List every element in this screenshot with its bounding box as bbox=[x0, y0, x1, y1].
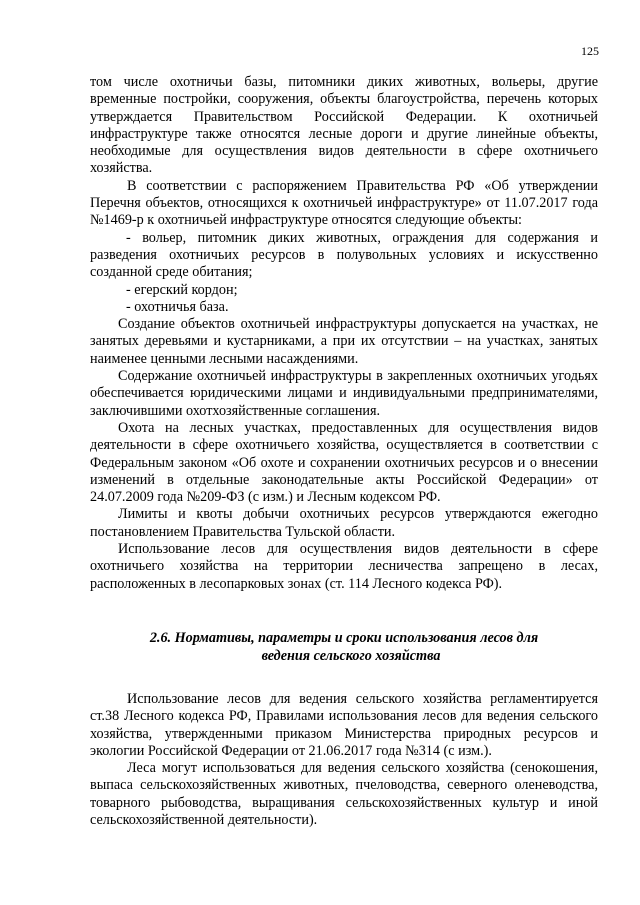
paragraph-creation-of-objects: Создание объектов охотничьей инфраструктуры допускается на участках, не занятых деревьями и кустарниками, а при их отсутствии – на участках, занятых наименее ценными лесными насаждениями. bbox=[90, 316, 598, 367]
paragraph-hunting-infrastructure-continuation: том числе охотничьи базы, питомники диких животных, вольеры, другие временные постройки, сооружения, объекты благоустройства, перечень которых утверждается Правительством Российской Федерации. К охотничьей инфраструктуре также относятся лесные дороги и другие линейные объекты, необходимые для осуществления видов деятельности в сфере охотничьего хозяйства. bbox=[90, 74, 598, 177]
list-item-hunting-base: - охотничья база. bbox=[126, 298, 229, 315]
paragraph-agriculture-regulation: Использование лесов для ведения сельского хозяйства регламентируется ст.38 Лесного кодекса РФ, Правилами использования лесов для ведения сельского хозяйства, утвержденными приказом Министерства природных ресурсов и экологии Российской Федерации от 21.06.2017 года №314 (с изм.). bbox=[90, 690, 598, 759]
paragraph-maintenance: Содержание охотничьей инфраструктуры в закрепленных охотничьих угодьях обеспечивается юридическими лицами и индивидуальными предпринимателями, заключившими охотхозяйственные соглашения. bbox=[90, 368, 598, 419]
list-item-enclosure: - вольер, питомник диких животных, ограждения для содержания и разведения охотничьих ресурсов в полувольных условиях и искусственно созданной среде обитания; bbox=[90, 229, 598, 281]
section-heading-line1: 2.6. Нормативы, параметры и сроки использования лесов для bbox=[149, 629, 539, 646]
section-heading bbox=[90, 629, 598, 665]
paragraph-limits-and-quotas: Лимиты и квоты добычи охотничьих ресурсов утверждаются ежегодно постановлением Правительства Тульской области. bbox=[90, 506, 598, 540]
paragraph-government-order: В соответствии с распоряжением Правительства РФ «Об утверждении Перечня объектов, относящихся к охотничьей инфраструктуре» от 11.07.2017 года №1469-р к охотничьей инфраструктуре относятся следующие объекты: bbox=[90, 177, 598, 229]
paragraph-hunting-on-forest-plots: Охота на лесных участках, предоставленных для осуществления видов деятельности в сфере охотничьего хозяйства, осуществляется в соответствии с Федеральным законом «Об охоте и сохранении охотничьих ресурсов и о внесении изменений в отдельные законодательные акты Российской Федерации» от 24.07.2009 года №209-ФЗ (с изм.) и Лесным кодексом РФ. bbox=[90, 419, 598, 506]
list-item-ranger-cordon: - егерский кордон; bbox=[126, 281, 238, 298]
document-body bbox=[90, 74, 598, 829]
paragraph-forest-park-zones: Использование лесов для осуществления видов деятельности в сфере охотничьего хозяйства на территории лесничества запрещено в лесах, расположенных в лесопарковых зонах (ст. 114 Лесного кодекса РФ). bbox=[90, 541, 598, 592]
paragraph-agriculture-uses: Леса могут использоваться для ведения сельского хозяйства (сенокошения, выпаса сельскохозяйственных животных, пчеловодства, северного оленеводства, товарного рыбоводства, выращивания сельскохозяйственных культур и иной сельскохозяйственной деятельности). bbox=[90, 760, 598, 828]
section-heading-line2: ведения сельского хозяйства bbox=[261, 647, 441, 664]
page-number: 125 bbox=[581, 44, 599, 58]
